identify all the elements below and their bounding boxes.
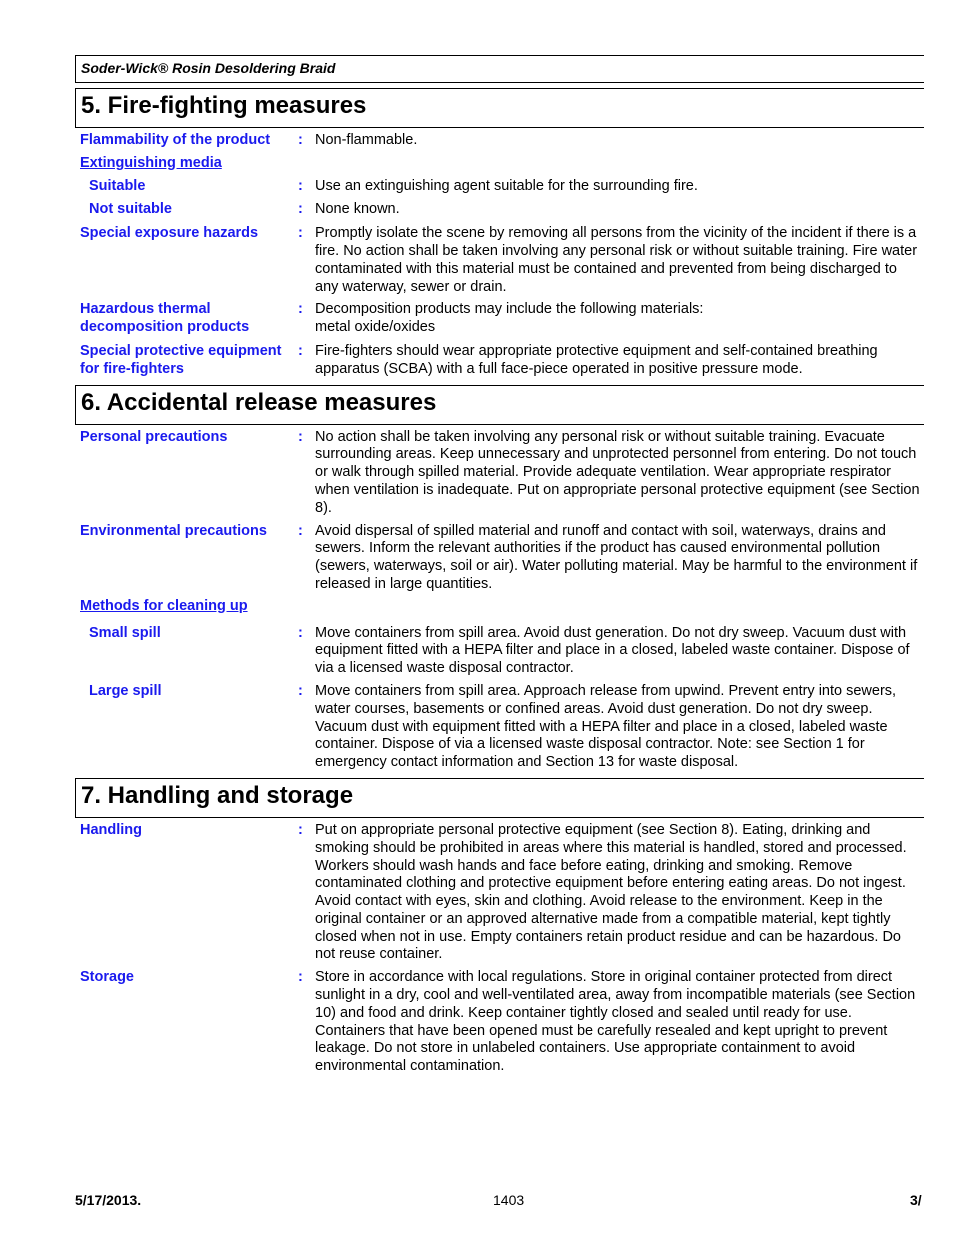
environmental-value: Avoid dispersal of spilled material and runoff and contact with soil, waterways, drains and sewers. Inform the relevant authorities if the product has caused environmental pollution (sewers, waterways, soil or air). Water polluting material. May be harmful to the environment if released in large quantities. bbox=[315, 522, 918, 592]
exposure-row bbox=[75, 225, 924, 296]
section-6-heading: 6. Accidental release measures bbox=[75, 385, 924, 425]
protective-value: Fire-fighters should wear appropriate protective equipment and self-contained breathing apparatus (SCBA) with a full face-piece operated in positive pressure mode. bbox=[315, 342, 878, 377]
small-spill-label: Small spill bbox=[89, 624, 161, 641]
section-5-heading: 5. Fire-fighting measures bbox=[75, 88, 924, 128]
colon: : bbox=[298, 682, 303, 699]
thermal-value-line-2: metal oxide/oxides bbox=[315, 319, 436, 336]
colon: : bbox=[298, 225, 303, 242]
colon: : bbox=[298, 821, 303, 838]
colon: : bbox=[298, 301, 303, 318]
exposure-value: Promptly isolate the scene by removing all persons from the vicinity of the incident if there is a fire. No action shall be taken involving any personal risk or without suitable training. Fire water contaminated with this material must be contained and prevented from being discharged to any waterway, sewer or drain. bbox=[315, 225, 918, 295]
handling-row bbox=[75, 822, 924, 964]
thermal-value-line-1: Decomposition products may include the following materials: bbox=[315, 301, 704, 318]
flammability-label: Flammability of the product bbox=[80, 132, 271, 148]
colon: : bbox=[298, 969, 303, 986]
section-7-heading: 7. Handling and storage bbox=[75, 778, 924, 818]
product-title: Soder-Wick® Rosin Desoldering Braid bbox=[75, 55, 924, 83]
footer-date: 5/17/2013. bbox=[75, 1192, 142, 1208]
handling-value: Put on appropriate personal protective equipment (see Section 8). Eating, drinking and smoking should be prohibited in areas where this material is handled, stored and processed. Workers should wash hands and face before eating, drinking and smoking. Remove contaminated clothing and protective equipment before entering eating areas. Do not ingest. Avoid contact with eyes, skin and clothing. Avoid release to the environment. Keep in the original container or an approved alternative made from a compatible material, kept tightly closed when not in use. Empty containers retain product residue and can be hazardous. Do not reuse container. bbox=[315, 821, 907, 963]
extinguishing-media-row bbox=[75, 155, 924, 173]
flammability-row bbox=[75, 132, 924, 150]
colon: : bbox=[298, 177, 303, 194]
not-suitable-value: None known. bbox=[315, 201, 400, 218]
colon: : bbox=[298, 522, 303, 539]
footer-number: 1403 bbox=[493, 1192, 525, 1208]
storage-value: Store in accordance with local regulations. Store in original container protected from direct sunlight in a dry, cool and well-ventilated area, away from incompatible materials (see Section 10) and food and drink. Keep container tightly closed and sealed until ready for use. Containers that have been opened must be carefully resealed and kept upright to prevent leakage. Do not store in unlabeled containers. Use appropriate containment to avoid environmental contamination. bbox=[315, 969, 916, 1075]
colon: : bbox=[298, 624, 303, 641]
small-spill-value: Move containers from spill area. Avoid dust generation. Do not dry sweep. Vacuum dust with equipment fitted with a HEPA filter and place in a closed, labeled waste container. Dispose of via a licensed waste disposal contractor. bbox=[315, 624, 910, 677]
suitable-row bbox=[75, 178, 924, 196]
protective-label: Special protective equipment for fire-fighters bbox=[80, 342, 282, 377]
small-spill-row bbox=[75, 625, 924, 678]
large-spill-row bbox=[75, 683, 924, 772]
environmental-row bbox=[75, 523, 924, 594]
exposure-label: Special exposure hazards bbox=[80, 225, 259, 242]
large-spill-label: Large spill bbox=[89, 682, 162, 699]
not-suitable-row bbox=[75, 201, 924, 219]
personal-label: Personal precautions bbox=[80, 428, 228, 445]
storage-row bbox=[75, 969, 924, 1076]
colon: : bbox=[298, 428, 303, 445]
methods-row bbox=[75, 598, 924, 616]
methods-label: Methods for cleaning up bbox=[80, 597, 248, 614]
storage-label: Storage bbox=[80, 969, 134, 986]
environmental-label: Environmental precautions bbox=[80, 522, 267, 539]
thermal-row bbox=[75, 301, 924, 337]
personal-row bbox=[75, 429, 924, 518]
large-spill-value: Move containers from spill area. Approach release from upwind. Prevent entry into sewers, water courses, basements or confined areas. Avoid dust generation. Do not dry sweep. Vacuum dust with equipment fitted with a HEPA filter and place in a closed, labeled waste container. Dispose of via a licensed waste disposal contractor. Note: see Section 1 for emergency contact information and Section 13 for waste disposal. bbox=[315, 682, 897, 771]
personal-value: No action shall be taken involving any personal risk or without suitable training. Evacuate surrounding areas. Keep unnecessary and unprotected personnel from entering. Do not touch or walk through spilled material. Provide adequate ventilation. Wear appropriate respirator when ventilation is inadequate. Put on appropriate personal protective equipment (see Section 8). bbox=[315, 428, 920, 516]
footer-page-number: 3/ bbox=[910, 1192, 922, 1208]
thermal-label: Hazardous thermal decomposition products bbox=[80, 301, 250, 336]
flammability-value: Non-flammable. bbox=[315, 132, 418, 148]
protective-row bbox=[75, 343, 924, 379]
handling-label: Handling bbox=[80, 821, 143, 838]
not-suitable-label: Not suitable bbox=[89, 201, 172, 218]
colon: : bbox=[298, 201, 303, 218]
colon: : bbox=[298, 132, 303, 148]
extinguishing-media-label: Extinguishing media bbox=[80, 154, 222, 171]
page-footer bbox=[75, 1192, 924, 1210]
suitable-value: Use an extinguishing agent suitable for the surrounding fire. bbox=[315, 177, 698, 194]
thermal-value bbox=[315, 301, 921, 337]
suitable-label: Suitable bbox=[89, 177, 146, 194]
document-page bbox=[75, 55, 924, 1076]
colon: : bbox=[298, 342, 303, 359]
